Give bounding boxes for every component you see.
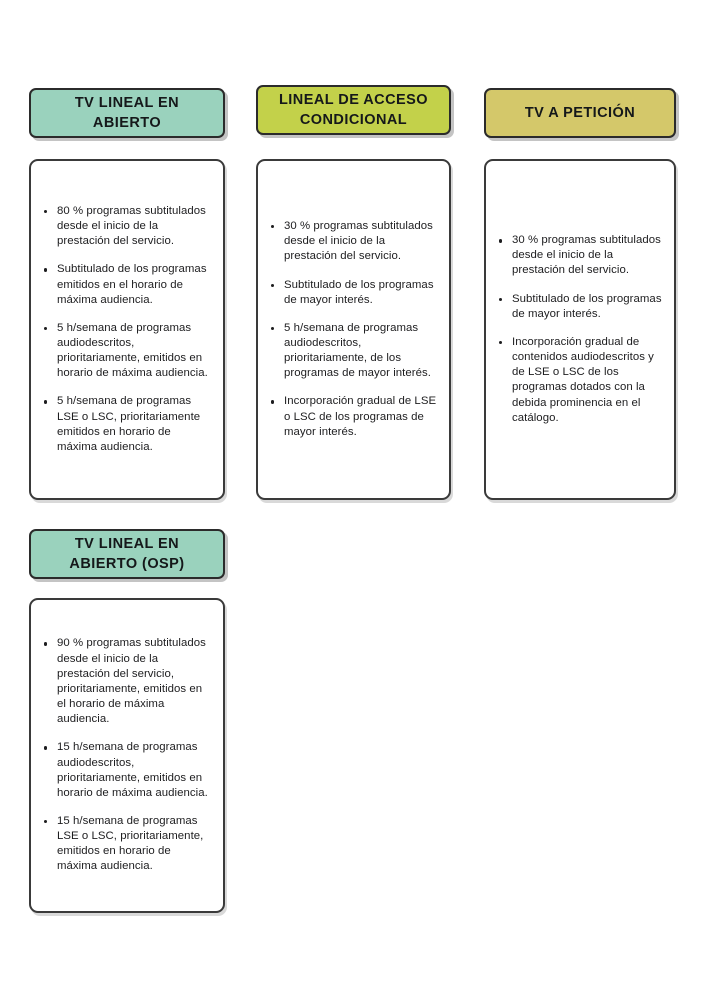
list-item: Incorporación gradual de LSE o LSC de los programas de mayor interés. xyxy=(268,394,437,439)
panel-body-lineal-de-acceso-condicional xyxy=(256,159,451,500)
panel-header-tv-lineal-en-abierto xyxy=(29,88,225,138)
list-item: 80 % programas subtitulados desde el inicio de la prestación del servicio. xyxy=(41,204,211,249)
panel-header-lineal-de-acceso-condicional xyxy=(256,85,451,135)
panel-header-tv-a-peticion xyxy=(484,88,676,138)
panel-body-tv-a-peticion xyxy=(484,159,676,500)
list-item: Incorporación gradual de contenidos audiodescritos y de LSE o LSC de los programas dotados con la debida prominencia en el catálogo. xyxy=(496,335,662,426)
list-item: 30 % programas subtitulados desde el inicio de la prestación del servicio. xyxy=(268,219,437,264)
bullet-list xyxy=(496,233,662,426)
list-item: 5 h/semana de programas audiodescritos, prioritariamente, de los programas de mayor interés. xyxy=(268,321,437,382)
panel-header-tv-lineal-en-abierto-osp xyxy=(29,529,225,579)
list-item: 15 h/semana de programas audiodescritos, prioritariamente, emitidos en horario de máxima audiencia. xyxy=(41,740,211,801)
list-item: 30 % programas subtitulados desde el inicio de la prestación del servicio. xyxy=(496,233,662,278)
panel-header-label: TV A PETICIÓN xyxy=(524,105,636,121)
list-item: 5 h/semana de programas audiodescritos, prioritariamente, emitidos en horario de máxima audiencia. xyxy=(41,321,211,382)
list-item: Subtitulado de los programas emitidos en el horario de máxima audiencia. xyxy=(41,262,211,307)
panel-header-label: TV LINEAL EN ABIERTO xyxy=(74,95,180,131)
bullet-list xyxy=(268,219,437,440)
panel-body-tv-lineal-en-abierto xyxy=(29,159,225,500)
list-item: Subtitulado de los programas de mayor interés. xyxy=(496,292,662,322)
panel-header-label: LINEAL DE ACCESO CONDICIONAL xyxy=(279,92,428,128)
list-item: 15 h/semana de programas LSE o LSC, prioritariamente, emitidos en horario de máxima audiencia. xyxy=(41,814,211,875)
bullet-list xyxy=(41,636,211,874)
bullet-list xyxy=(41,204,211,455)
list-item: Subtitulado de los programas de mayor interés. xyxy=(268,278,437,308)
panel-body-tv-lineal-en-abierto-osp xyxy=(29,598,225,913)
list-item: 90 % programas subtitulados desde el inicio de la prestación del servicio, prioritariamente, emitidos en el horario de máxima audiencia. xyxy=(41,636,211,727)
list-item: 5 h/semana de programas LSE o LSC, prioritariamente emitidos en horario de máxima audiencia. xyxy=(41,394,211,455)
panel-header-label: TV LINEAL EN ABIERTO (OSP) xyxy=(69,536,185,572)
